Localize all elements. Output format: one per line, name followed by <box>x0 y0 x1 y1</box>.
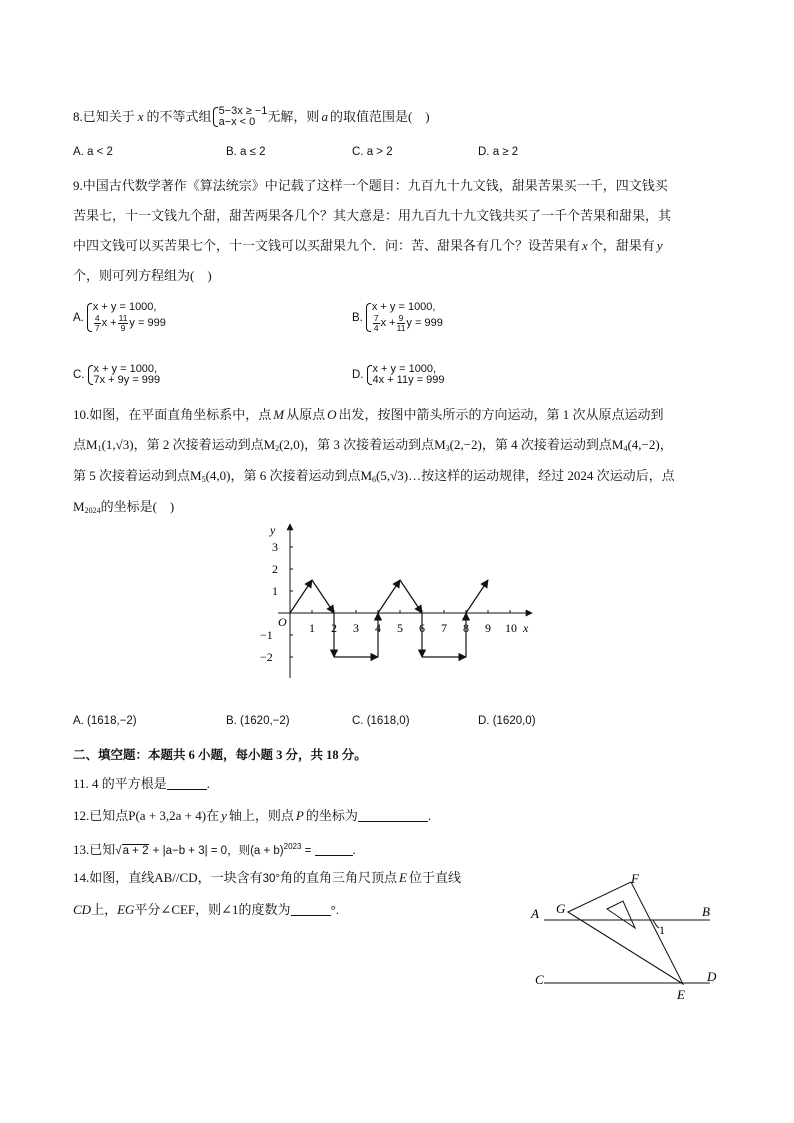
x-tick-5: 5 <box>397 621 403 635</box>
q14-var-cd: CD <box>73 902 92 917</box>
q10-line-1-a: 10.如图，在平面直角坐标系中，点 <box>73 407 272 422</box>
q8-ineq-1: 5−3x ≥ −1 <box>218 105 268 117</box>
y-tick-2: 2 <box>272 562 278 576</box>
y-axis-label: y <box>270 523 276 537</box>
question-13: 13.已知√a + 2 + |a−b + 3| = 0，则$(a + b)^{2023}$ = . <box>73 842 356 857</box>
q8-option-c: C. a > 2 <box>352 146 393 158</box>
q10-sub-3: 3 <box>445 444 450 453</box>
q9-b-tail: y = 999 <box>406 317 443 329</box>
q12-post: 的坐标为 <box>305 808 358 823</box>
q9-option-d-label: D. <box>352 369 364 381</box>
q10-sub-5: 5 <box>201 475 206 484</box>
question-12 <box>73 806 431 826</box>
q9-a-frac1-num: 4 <box>94 313 100 323</box>
q14-line-2-e: °. <box>330 902 340 917</box>
q9-a-frac1 <box>94 314 101 333</box>
x-tick-9: 9 <box>485 621 491 635</box>
q14-line-2 <box>73 900 339 920</box>
q14-line-1 <box>73 868 461 889</box>
q8-inequality-system <box>212 106 268 128</box>
q9-d-eq1: x + y = 1000, <box>372 363 437 375</box>
q10-option-b: B. (1620,−2) <box>226 715 290 727</box>
q10-line-4-b: 的坐标是( ) <box>100 499 175 514</box>
q9-b-frac1-den: 4 <box>373 323 379 333</box>
origin-label: O <box>278 615 287 629</box>
x-axis-label: x <box>523 621 529 635</box>
y-tick-1: 1 <box>272 584 278 598</box>
q9-line-3-text: 中四文钱可以买苦果七个，十一文钱可以买甜果九个．问：苦、甜果各有几个？设苦果有 <box>73 238 581 253</box>
q9-a-tail: y = 999 <box>129 317 166 329</box>
q9-option-a-system <box>86 302 166 333</box>
q14-geometry-figure <box>525 868 735 1003</box>
x-tick-labels <box>309 621 517 635</box>
q10-line-2 <box>73 435 673 459</box>
q9-a-eq1: x + y = 1000, <box>92 301 157 313</box>
x-tick-1: 1 <box>309 621 315 635</box>
q8-var-a: a <box>321 109 328 124</box>
q9-option-c <box>73 364 160 386</box>
q9-line-1: 9.中国古代数学著作《算法统宗》中记载了这样一个题目：九百九十九文钱，甜果苦果买一千，四文钱买 <box>73 178 668 193</box>
q10-line-4 <box>73 497 174 521</box>
q8-option-d: D. a ≥ 2 <box>478 146 519 158</box>
q8-number: 8. <box>73 109 83 124</box>
q9-line-4: 个，则可列方程组为( ) <box>73 268 212 283</box>
q9-option-a-label: A. <box>73 311 84 324</box>
label-e: E <box>677 987 685 1002</box>
q9-var-y: y <box>656 238 663 253</box>
q11-answer-blank[interactable] <box>167 776 207 790</box>
q13-eq: = <box>301 845 315 857</box>
q12-var-p: P <box>295 808 304 823</box>
q10-coordinate-graph <box>250 520 550 682</box>
q9-c-eq2: 7x + 9y = 999 <box>93 374 161 386</box>
triangle-ruler-inner <box>607 901 635 928</box>
q10-option-d: D. (1620,0) <box>478 715 536 727</box>
q13-pre: 13.已知 <box>73 842 116 857</box>
q9-option-d-system <box>366 364 445 386</box>
q9-a-frac2 <box>118 314 129 333</box>
label-c: C <box>535 972 544 987</box>
move-7-arrow <box>400 580 422 613</box>
label-angle-1: 1 <box>659 923 665 937</box>
q10-line-2-e: (4,−2)， <box>627 437 673 452</box>
q9-option-b-system <box>365 302 443 333</box>
label-a: A <box>531 906 539 921</box>
q9-d-eq2: 4x + 11y = 999 <box>372 374 445 386</box>
triangle-ruler-outer <box>568 882 683 984</box>
label-b: B <box>702 904 710 919</box>
q9-a-mid: x + <box>101 317 117 329</box>
q10-sub-6: 6 <box>372 475 377 484</box>
q9-b-frac2-num: 9 <box>397 314 406 324</box>
q13-mid: + |a−b + 3| = 0，则(a + b) <box>149 845 284 857</box>
q14-line-2-d: 平分∠CEF，则∠1的度数为 <box>134 902 291 917</box>
q12-pre: 12.已知点P(a + 3,2a + 4)在 <box>73 808 220 823</box>
q8-option-a: A. a < 2 <box>73 146 113 158</box>
q9-a-frac2-num: 11 <box>118 313 128 323</box>
q10-line-3-c: (5,√3)…按这样的运动规律，经过 2024 次运动后，点 <box>376 468 675 483</box>
q9-a-frac2-den: 9 <box>120 323 126 333</box>
q11-end: . <box>206 776 211 791</box>
move-11-arrow <box>466 580 488 613</box>
q13-radicand: a + 2 <box>122 845 149 857</box>
y-tick-neg2: −2 <box>260 650 273 664</box>
q9-line-2: 苦果七，十一文钱九个甜，甜苦两果各几个？其大意是：用九百九十九文钱共买了一千个苦果和甜果，其 <box>73 208 672 223</box>
q10-option-c: C. (1618,0) <box>352 715 410 727</box>
q9-option-c-system <box>87 364 161 386</box>
q9-c-eq1: x + y = 1000, <box>93 363 158 375</box>
q14-line-2-b: 上， <box>91 902 118 917</box>
q10-sub-2024: 2024 <box>84 506 101 515</box>
q10-line-1-c: 出发，按图中箭头所示的方向运动，第 1 次从原点运动到 <box>338 407 664 422</box>
q14-line-1-b: 角的直角三角尺顶点 <box>279 870 397 885</box>
q9-a-frac1-den: 7 <box>94 323 100 333</box>
label-f: F <box>631 871 639 886</box>
q14-line-1-c: 位于直线 <box>408 870 461 885</box>
bisector-eg <box>568 912 683 984</box>
x-tick-4: 4 <box>375 621 381 635</box>
x-tick-3: 3 <box>353 621 359 635</box>
q10-var-o: O <box>327 407 337 422</box>
q10-sub-4: 4 <box>623 444 628 453</box>
q10-sub-1: 1 <box>97 444 102 453</box>
q14-deg30: 30° <box>262 873 280 885</box>
move-2-arrow <box>312 580 334 613</box>
label-g: G <box>556 901 566 916</box>
q13-end: . <box>352 842 356 857</box>
x-tick-6: 6 <box>419 621 425 635</box>
section-2-heading: 二、填空题：本题共 6 小题，每小题 3 分，共 18 分。 <box>73 748 367 762</box>
q13-exponent: 2023 <box>283 842 302 851</box>
question-11 <box>73 774 210 794</box>
q12-answer-blank[interactable] <box>358 808 428 822</box>
q10-option-a: A. (1618,−2) <box>73 715 137 727</box>
x-tick-10: 10 <box>505 621 517 635</box>
q8-var-x: x <box>137 109 144 124</box>
q10-line-1-b: 从原点 <box>286 407 326 422</box>
q9-b-frac1-num: 7 <box>373 313 379 323</box>
q11-text: 11. 4 的平方根是 <box>73 776 167 791</box>
q12-end: . <box>427 808 432 823</box>
q9-option-d <box>352 364 444 386</box>
q9-b-frac1 <box>373 314 380 333</box>
q9-option-c-label: C. <box>73 369 85 381</box>
movement-arrows <box>290 580 488 657</box>
q8-prefix: 已知关于 <box>82 109 135 124</box>
x-tick-8: 8 <box>463 621 469 635</box>
q10-line-2-b: (1,√3)，第 2 次接着运动到点M <box>101 437 276 452</box>
q10-var-m: M <box>273 407 285 422</box>
q10-line-2-c: (2,0)，第 3 次接着运动到点M <box>279 437 446 452</box>
q8-suffix: 无解，则 <box>267 109 320 124</box>
q9-b-eq1: x + y = 1000, <box>371 301 436 313</box>
move-1-arrow <box>290 580 312 613</box>
q10-line-3-b: (4,0)，第 6 次接着运动到点M <box>205 468 373 483</box>
q9-line-3-end: 个，甜果有 <box>589 238 655 253</box>
q10-line-3 <box>73 466 675 490</box>
q10-line-2-d: (2,−2)，第 4 次接着运动到点M <box>449 437 624 452</box>
q8-mid: 的不等式组 <box>146 109 212 124</box>
question-8 <box>73 103 430 131</box>
x-tick-7: 7 <box>441 621 447 635</box>
y-tick-labels <box>260 540 278 664</box>
q14-answer-blank[interactable] <box>291 902 331 916</box>
x-tick-2: 2 <box>331 621 337 635</box>
q12-mid: 轴上，则点 <box>228 808 294 823</box>
y-tick-3: 3 <box>272 540 278 554</box>
q10-sub-2: 2 <box>275 444 280 453</box>
q9-b-frac2 <box>397 314 406 333</box>
q14-var-eg: EG <box>117 902 135 917</box>
q10-line-2-a: 点M <box>73 437 98 452</box>
q8-ineq-2: a−x < 0 <box>218 116 256 128</box>
q9-var-x: x <box>582 238 588 253</box>
q9-option-b-label: B. <box>352 311 363 324</box>
q9-b-frac2-den: 11 <box>396 323 406 333</box>
q13-answer-blank[interactable] <box>315 842 353 856</box>
q9-option-b <box>352 302 443 333</box>
q9-option-a <box>73 302 166 333</box>
q8-option-b: B. a ≤ 2 <box>226 146 266 158</box>
q10-line-4-a: M <box>73 499 85 514</box>
move-6-arrow <box>378 580 400 613</box>
label-d: D <box>707 969 717 984</box>
q10-line-3-a: 第 5 次接着运动到点M <box>73 468 202 483</box>
q8-end: 的取值范围是( ) <box>329 109 430 124</box>
q12-var-y: y <box>221 808 227 823</box>
y-tick-neg1: −1 <box>260 628 273 642</box>
q9-b-mid: x + <box>380 317 396 329</box>
q14-var-e: E <box>399 870 407 885</box>
q9-line-3 <box>73 236 663 256</box>
q10-line-1 <box>73 405 664 425</box>
q14-line-1-a: 14.如图，直线AB//CD，一块含有 <box>73 870 263 885</box>
